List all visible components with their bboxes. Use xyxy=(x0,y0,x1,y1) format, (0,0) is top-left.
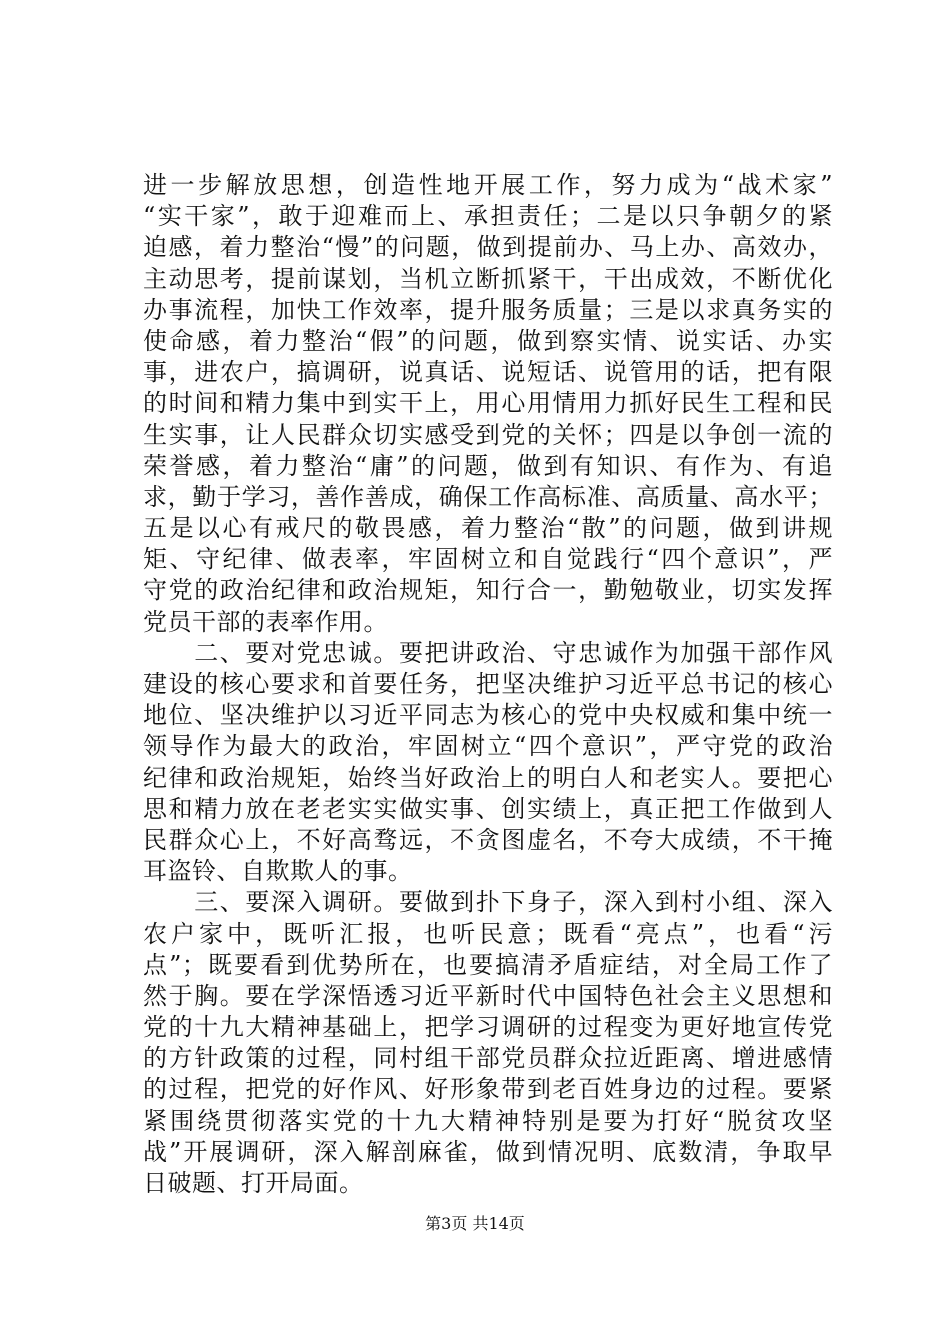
text-line: 战”开展调研，深入解剖麻雀，做到情况明、底数清，争取早 xyxy=(143,1137,833,1166)
text-line: 点”；既要看到优势所在，也要搞清矛盾症结，对全局工作了 xyxy=(143,950,833,979)
text-line: 思和精力放在老老实实做实事、创实绩上，真正把工作做到人 xyxy=(143,794,833,823)
text-line: 矩、守纪律、做表率，牢固树立和自觉践行“四个意识”，严 xyxy=(143,545,833,574)
text-line: 迫感，着力整治“慢”的问题，做到提前办、马上办、高效办， xyxy=(143,233,833,262)
text-line: 二、要对党忠诚。要把讲政治、守忠诚作为加强干部作风 xyxy=(143,638,833,667)
text-line: 日破题、打开局面。 xyxy=(143,1169,364,1197)
page-footer xyxy=(0,1214,950,1234)
text-line: 地位、坚决维护以习近平同志为核心的党中央权威和集中统一 xyxy=(143,701,833,730)
text-line: 的方针政策的过程，同村组干部党员群众拉近距离、增进感情 xyxy=(143,1044,833,1073)
page-number: 第3页 共14页 xyxy=(425,1214,525,1233)
text-line: 守党的政治纪律和政治规矩，知行合一，勤勉敬业，切实发挥 xyxy=(143,576,833,605)
text-line: 办事流程，加快工作效率，提升服务质量；三是以求真务实的 xyxy=(143,295,833,324)
body-text xyxy=(143,170,833,1199)
text-line: 进一步解放思想，创造性地开展工作，努力成为“战术家” xyxy=(143,171,833,199)
text-line: 民群众心上，不好高骛远，不贪图虚名，不夸大成绩，不干掩 xyxy=(143,825,833,854)
text-line: 党的十九大精神基础上，把学习调研的过程变为更好地宣传党 xyxy=(143,1013,833,1042)
text-line: 荣誉感，着力整治“庸”的问题，做到有知识、有作为、有追 xyxy=(143,451,833,480)
text-line: 五是以心有戒尺的敬畏感，着力整治“散”的问题，做到讲规 xyxy=(143,514,833,543)
text-line: 然于胸。要在学深悟透习近平新时代中国特色社会主义思想和 xyxy=(143,981,833,1010)
text-line: 建设的核心要求和首要任务，把坚决维护习近平总书记的核心 xyxy=(143,670,833,698)
text-line: 耳盗铃、自欺欺人的事。 xyxy=(143,857,413,886)
text-line: 求，勤于学习，善作善成，确保工作高标准、高质量、高水平； xyxy=(143,482,833,511)
text-line: 紧围绕贯彻落实党的十九大精神特别是要为打好“脱贫攻坚 xyxy=(143,1106,833,1135)
text-line: 的过程，把党的好作风、好形象带到老百姓身边的过程。要紧 xyxy=(143,1075,833,1104)
text-line: “实干家”，敢于迎难而上、承担责任；二是以只争朝夕的紧 xyxy=(143,202,833,231)
text-line: 领导作为最大的政治，牢固树立“四个意识”，严守党的政治 xyxy=(143,732,833,761)
text-line: 生实事，让人民群众切实感受到党的关怀；四是以争创一流的 xyxy=(143,420,833,449)
text-line: 事，进农户，搞调研，说真话、说短话、说管用的话，把有限 xyxy=(143,358,833,387)
text-line: 农户家中，既听汇报，也听民意；既看“亮点”，也看“污 xyxy=(143,919,833,948)
text-line: 的时间和精力集中到实干上，用心用情用力抓好民生工程和民 xyxy=(143,389,833,418)
text-line: 使命感，着力整治“假”的问题，做到察实情、说实话、办实 xyxy=(143,326,833,355)
text-line: 纪律和政治规矩，始终当好政治上的明白人和老实人。要把心 xyxy=(143,763,833,792)
text-line: 主动思考，提前谋划，当机立断抓紧干，干出成效，不断优化 xyxy=(143,264,833,293)
text-line: 党员干部的表率作用。 xyxy=(143,607,388,636)
text-line: 三、要深入调研。要做到扑下身子，深入到村小组、深入 xyxy=(143,888,833,917)
